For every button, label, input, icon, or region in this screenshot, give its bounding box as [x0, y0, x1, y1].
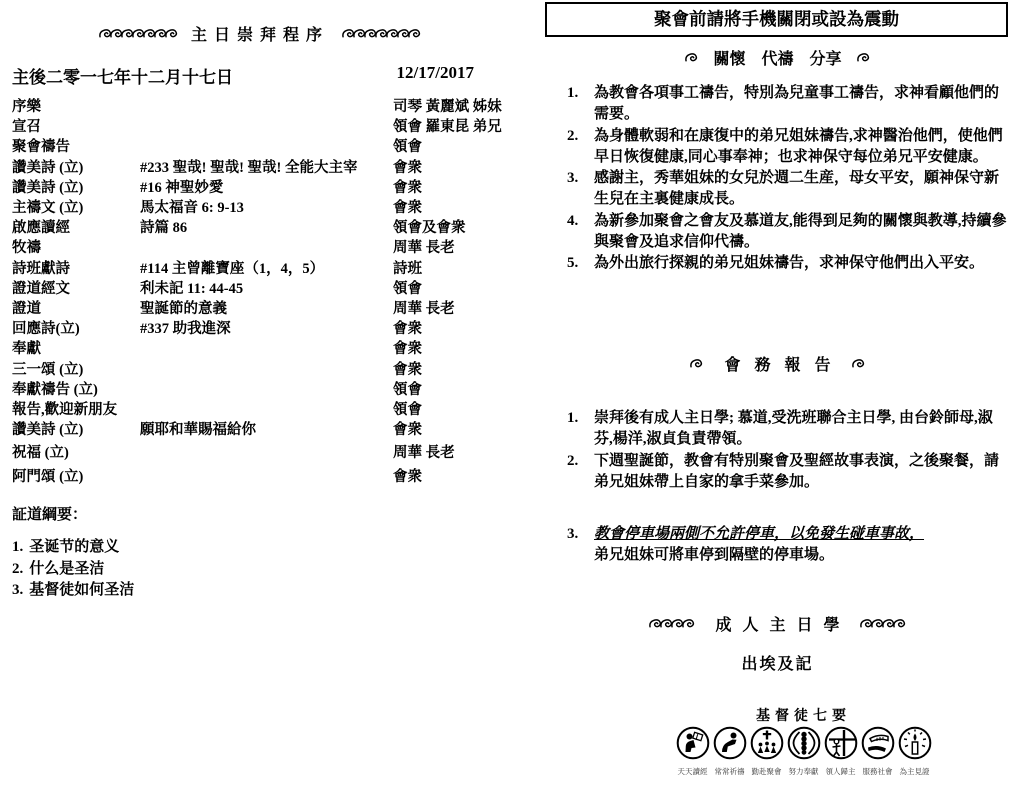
program-detail [140, 137, 393, 157]
program-item: 祝福 (立) [12, 445, 69, 462]
essential-cell [823, 726, 858, 777]
program-row [12, 158, 536, 178]
program-item: 讚美詩 (立) [12, 179, 84, 196]
program-item: 聚會禱告 [12, 139, 70, 156]
care-item [567, 253, 1011, 274]
church-report-list [567, 408, 1011, 567]
program-detail: 馬太福音 6: 9-13 [140, 200, 244, 217]
parking-warning-underlined: 教會停車場兩側不允許停車，以免發生碰車事故， [594, 526, 925, 543]
program-item: 讚美詩 (立) [12, 159, 84, 176]
worship-program-list [12, 97, 536, 487]
essential-cell [749, 726, 784, 777]
essential-cell [712, 726, 747, 777]
program-row [12, 137, 536, 157]
program-who: 司琴 黃麗斌 姊妹 [393, 99, 502, 115]
program-item: 詩班獻詩 [12, 260, 70, 277]
outline-point-text: 什么是圣洁 [29, 560, 105, 577]
program-item: 奉獻 [12, 341, 41, 358]
program-detail [140, 380, 393, 400]
program-detail [140, 400, 393, 420]
swirl-ornament-icon [857, 52, 870, 63]
program-who: 周華 長老 [393, 301, 455, 318]
seven-essentials-icons-row [675, 726, 932, 777]
care-prayer-list [567, 83, 1011, 275]
program-item: 證道 [12, 301, 41, 318]
report-section-heading [545, 352, 1010, 375]
care-section-heading [545, 46, 1010, 69]
swirl-ornament-icon [682, 618, 695, 629]
praying-icon [713, 726, 747, 760]
program-item: 啟應讀經 [12, 220, 70, 237]
program-detail [140, 339, 393, 359]
sunday-school-heading [545, 612, 1010, 635]
program-row [12, 360, 536, 380]
swirl-ornament-icon [408, 28, 421, 39]
care-item-number: 4. [567, 212, 579, 229]
care-item-text: 為外出旅行探親的弟兄姐妹禱告，求神保守他們出入平安。 [594, 255, 985, 272]
sunday-school-heading-text: 成人主日學 [715, 617, 851, 634]
program-row [12, 259, 536, 279]
program-who: 領會 [393, 139, 422, 156]
program-row [12, 218, 536, 238]
care-item-number: 2. [567, 127, 579, 144]
program-who: 周華 長老 [393, 240, 455, 257]
care-item [567, 83, 1011, 126]
program-row [12, 420, 536, 440]
program-who: 領會 [393, 402, 422, 419]
program-who: 周華 長老 [393, 445, 455, 462]
program-item: 三一頌 (立) [12, 361, 84, 378]
program-row [12, 198, 536, 218]
program-row [12, 339, 536, 359]
sermon-outline-points [12, 537, 134, 602]
swirl-ornament-row [100, 25, 177, 43]
care-item [567, 211, 1011, 254]
program-row [12, 117, 536, 137]
seven-essentials-inner [675, 705, 932, 777]
page-title: 主日崇拜程序 [190, 27, 329, 44]
program-item: 讚美詩 (立) [12, 422, 84, 439]
swirl-ornament-row [343, 25, 420, 43]
program-item: 宣召 [12, 119, 41, 136]
program-who: 會衆 [393, 422, 422, 439]
program-who: 會衆 [393, 321, 422, 338]
date-numeric: 12/17/2017 [396, 63, 474, 82]
date-row [12, 63, 474, 88]
program-detail: 詩篇 86 [140, 220, 188, 237]
care-item-text: 為身體軟弱和在康復中的弟兄姐妹禱告,求神醫治他們，使他們早日恢復健康,同心事奉神；也求神保守每位弟兄平安健康。 [594, 127, 1003, 165]
cross-person-icon [824, 726, 858, 760]
care-item-number: 1. [567, 85, 579, 101]
report-heading-text: 會務報告 [724, 357, 845, 374]
swirl-ornament-icon [165, 28, 178, 39]
report-item-number: 2. [567, 452, 579, 469]
program-detail [140, 467, 393, 487]
church-icon [750, 726, 784, 760]
essential-label: 常常祈禱 [714, 767, 745, 776]
program-item: 序樂 [12, 99, 41, 115]
candle-icon [898, 726, 932, 760]
care-item-text: 為新參加聚會之會友及慕道友,能得到足夠的關懷與教導,持續參與聚會及追求信仰代禱。 [594, 212, 1007, 251]
outline-point-text: 基督徒如何圣洁 [29, 582, 135, 599]
program-who: 會衆 [393, 179, 422, 196]
program-detail: 聖誕節的意義 [140, 301, 227, 318]
date-chinese: 主後二零一七年十二月十七日 [12, 68, 233, 87]
program-detail: #233 聖哉! 聖哉! 聖哉! 全能大主宰 [140, 159, 358, 176]
outline-point [12, 559, 134, 581]
program-row [12, 279, 536, 299]
program-row [12, 299, 536, 319]
program-detail [140, 117, 393, 137]
sermon-outline [12, 503, 134, 602]
program-row [12, 400, 536, 420]
program-item: 證道經文 [12, 280, 70, 297]
essential-label: 努力奉獻 [788, 767, 819, 776]
program-who: 領會及會衆 [393, 220, 466, 237]
care-item-number: 5. [567, 255, 579, 272]
swirl-ornament-icon [685, 52, 698, 63]
worship-order-title-row [0, 22, 520, 45]
program-detail [140, 97, 393, 117]
outline-point-number: 1. [12, 539, 24, 555]
serving-hands-icon [861, 726, 895, 760]
program-item: 回應詩(立) [12, 321, 80, 338]
bulletin-right-page [545, 0, 1010, 785]
essential-label: 領人歸主 [825, 767, 856, 776]
program-item: 主禱文 (立) [12, 200, 84, 217]
program-who: 詩班 [393, 260, 422, 277]
swirl-ornament-row [650, 615, 694, 633]
essential-cell [897, 726, 932, 777]
care-item-text: 感謝主，秀華姐妹的女兒於週二生産，母女平安，願神保守新生兒在主裏健康成長。 [594, 170, 1000, 208]
report-item [567, 451, 1011, 494]
phone-notice-box [545, 2, 1008, 37]
sermon-outline-heading: 証道綱要： [12, 507, 88, 523]
care-heading-text: 關懷 代禱 分享 [713, 51, 842, 68]
program-row [12, 443, 536, 463]
swirl-ornament-icon [893, 618, 906, 629]
outline-point-number: 2. [12, 560, 24, 577]
outline-point [12, 580, 134, 602]
essential-label: 勤赴聚會 [751, 767, 782, 776]
care-item [567, 168, 1011, 211]
essential-cell [675, 726, 710, 777]
essential-label: 為主見證 [899, 767, 930, 776]
program-who: 領會 [393, 280, 422, 297]
program-who: 會衆 [393, 341, 422, 358]
program-row [12, 380, 536, 400]
report-item [567, 408, 1011, 451]
program-who: 會衆 [393, 468, 422, 485]
swirl-ornament-icon [852, 358, 865, 369]
essential-cell [786, 726, 821, 777]
offering-icon [787, 726, 821, 760]
seven-essentials-logo [545, 705, 1010, 777]
outline-point-text: 圣诞节的意义 [29, 539, 120, 555]
report-item-text [594, 524, 1011, 567]
program-who: 會衆 [393, 361, 422, 378]
report-item-text: 崇拜後有成人主日學; 慕道,受洗班聯合主日學, 由台鈴師母,淑芬,楊洋,淑貞負責帶領。 [594, 410, 993, 448]
essential-label: 服務社會 [862, 767, 893, 776]
report-item-text: 下週聖誕節，教會有特別聚會及聖經故事表演，之後聚餐，請弟兄姐妹帶上自家的拿手菜參加。 [594, 452, 1000, 490]
program-item: 阿門頌 (立) [12, 468, 84, 485]
program-row [12, 238, 536, 258]
program-detail: 利未記 11: 44-45 [140, 280, 244, 297]
seven-essentials-title: 基督徒七要 [756, 709, 851, 724]
program-detail: 願耶和華賜福給你 [140, 422, 256, 439]
sunday-school-topic: 出埃及記 [741, 656, 814, 673]
program-detail [140, 360, 393, 380]
report-item-number: 1. [567, 410, 579, 426]
program-detail: #337 助我進深 [140, 321, 231, 338]
swirl-ornament-row [861, 615, 905, 633]
essential-label: 天天讀經 [677, 767, 708, 776]
program-row [12, 178, 536, 198]
parking-warning-rest: 弟兄姐妹可將車停到隔壁的停車場。 [594, 547, 835, 564]
program-item: 奉獻禱告 (立) [12, 381, 98, 398]
program-item: 牧禱 [12, 240, 41, 257]
program-who: 領會 羅東昆 弟兄 [393, 119, 502, 136]
essential-cell [860, 726, 895, 777]
program-row [12, 97, 536, 117]
program-row [12, 319, 536, 339]
program-item: 報告,歡迎新朋友 [12, 402, 118, 419]
reading-icon [676, 726, 710, 760]
report-item-number: 3. [567, 526, 579, 543]
care-item [567, 126, 1011, 169]
care-item-number: 3. [567, 170, 579, 187]
program-detail [140, 443, 393, 463]
program-who: 會衆 [393, 200, 422, 217]
program-who: 會衆 [393, 159, 422, 176]
swirl-ornament-icon [690, 358, 703, 369]
program-detail: #114 主曾離寶座（1，4，5） [140, 260, 325, 277]
outline-point [12, 537, 134, 559]
report-item-parking [567, 524, 1011, 567]
program-detail: #16 神聖妙愛 [140, 179, 224, 196]
program-row [12, 467, 536, 487]
program-who: 領會 [393, 381, 422, 398]
program-detail [140, 238, 393, 258]
phone-notice-text: 聚會前請將手機關閉或設為震動 [654, 9, 899, 29]
outline-point-number: 3. [12, 582, 24, 599]
care-item-text: 為教會各項事工禱告，特別為兒童事工禱告，求神看顧他們的需要。 [594, 85, 1000, 123]
